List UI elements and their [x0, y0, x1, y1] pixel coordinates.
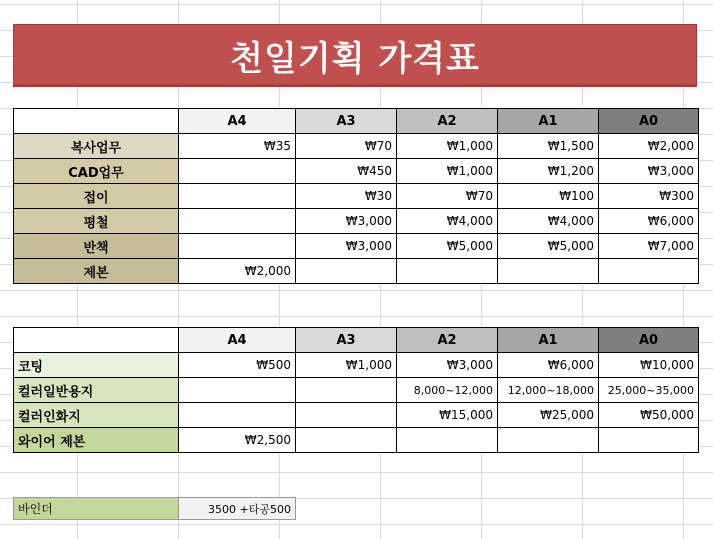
table-cell [397, 428, 498, 453]
table-cell: ₩3,000 [296, 234, 397, 259]
table-header-row [14, 109, 699, 134]
col-header-a4: A4 [179, 109, 296, 134]
binder-row [13, 497, 296, 520]
table-cell [179, 184, 296, 209]
table-row [14, 378, 699, 403]
table-row [14, 259, 699, 284]
table-cell: ₩2,000 [179, 259, 296, 284]
row-label-coating: 코팅 [14, 353, 179, 378]
row-label-color-photo-paper: 컬러인화지 [14, 403, 179, 428]
table-cell: ₩5,000 [397, 234, 498, 259]
table-row [14, 234, 699, 259]
table-cell [599, 259, 699, 284]
table-cell: 8,000~12,000 [397, 378, 498, 403]
col-header-a1: A1 [498, 109, 599, 134]
table-cell: ₩25,000 [498, 403, 599, 428]
table-cell [397, 259, 498, 284]
table-cell: ₩4,000 [498, 209, 599, 234]
row-label-fold: 접이 [14, 184, 179, 209]
table-cell [599, 428, 699, 453]
col-header-a4: A4 [179, 328, 296, 353]
table-cell: ₩15,000 [397, 403, 498, 428]
row-label-color-plain-paper: 컬러일반용지 [14, 378, 179, 403]
table-cell: ₩450 [296, 159, 397, 184]
table-cell [179, 378, 296, 403]
table-cell [296, 428, 397, 453]
col-header-a3: A3 [296, 109, 397, 134]
row-label-copy: 복사업무 [14, 134, 179, 159]
table-row [14, 403, 699, 428]
header-blank-cell [14, 109, 179, 134]
col-header-a2: A2 [397, 109, 498, 134]
table-cell: ₩1,000 [397, 134, 498, 159]
table-cell [296, 403, 397, 428]
table-cell [179, 159, 296, 184]
table-header-row [14, 328, 699, 353]
table-cell: ₩1,000 [397, 159, 498, 184]
table-cell: ₩4,000 [397, 209, 498, 234]
col-header-a0: A0 [599, 109, 699, 134]
table-cell: 12,000~18,000 [498, 378, 599, 403]
table-cell: ₩5,000 [498, 234, 599, 259]
table-cell: ₩35 [179, 134, 296, 159]
table-cell: ₩2,500 [179, 428, 296, 453]
table-row [14, 134, 699, 159]
table-cell: ₩1,500 [498, 134, 599, 159]
table-row [14, 428, 699, 453]
table-cell [296, 378, 397, 403]
binder-label: 바인더 [14, 498, 179, 520]
table-row [14, 184, 699, 209]
table-cell: ₩10,000 [599, 353, 699, 378]
col-header-a2: A2 [397, 328, 498, 353]
table-cell: ₩3,000 [599, 159, 699, 184]
table-cell: ₩3,000 [397, 353, 498, 378]
price-table-services [13, 108, 699, 284]
table-cell: ₩3,000 [296, 209, 397, 234]
row-label-half-book: 반책 [14, 234, 179, 259]
table-cell: ₩100 [498, 184, 599, 209]
table-cell: ₩6,000 [498, 353, 599, 378]
table-cell [179, 403, 296, 428]
col-header-a1: A1 [498, 328, 599, 353]
table-cell: ₩500 [179, 353, 296, 378]
table-row [14, 353, 699, 378]
table-cell: ₩7,000 [599, 234, 699, 259]
row-label-flat-binding: 평철 [14, 209, 179, 234]
table-cell: ₩1,000 [296, 353, 397, 378]
table-cell: ₩70 [397, 184, 498, 209]
col-header-a0: A0 [599, 328, 699, 353]
table-cell [179, 234, 296, 259]
table-cell [296, 259, 397, 284]
table-cell: ₩6,000 [599, 209, 699, 234]
table-row [14, 209, 699, 234]
row-label-bookbinding: 제본 [14, 259, 179, 284]
table-cell: ₩30 [296, 184, 397, 209]
table-cell: ₩50,000 [599, 403, 699, 428]
table-cell: ₩70 [296, 134, 397, 159]
table-cell: ₩2,000 [599, 134, 699, 159]
header-blank-cell [14, 328, 179, 353]
binder-value: 3500 +타공500 [179, 498, 296, 520]
row-label-wire-binding: 와이어 제본 [14, 428, 179, 453]
table-cell [498, 428, 599, 453]
table-cell [179, 209, 296, 234]
table-cell: ₩1,200 [498, 159, 599, 184]
col-header-a3: A3 [296, 328, 397, 353]
table-cell: ₩300 [599, 184, 699, 209]
table-row [14, 159, 699, 184]
row-label-cad: CAD업무 [14, 159, 179, 184]
page-title: 천일기획 가격표 [13, 24, 697, 87]
table-cell: 25,000~35,000 [599, 378, 699, 403]
table-cell [498, 259, 599, 284]
price-table-print [13, 327, 699, 453]
